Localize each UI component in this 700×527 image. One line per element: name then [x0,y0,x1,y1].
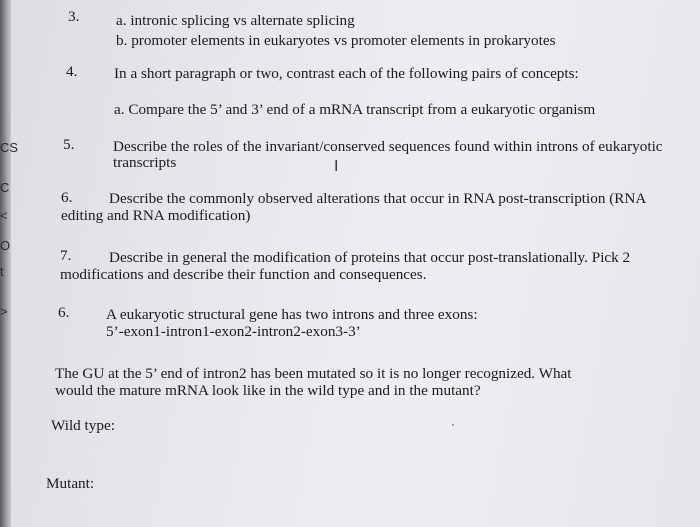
edge-fragment: > [0,304,8,319]
question-number: 5. [63,136,75,153]
edge-fragment: < [0,208,8,223]
question-subitem: a. intronic splicing vs alternate splicing [116,12,355,29]
question-number: 6. [58,304,70,321]
question-text: Describe in general the modification of proteins that occur post-translationally. Pick 2 [109,249,631,266]
speck [452,424,454,426]
question-subitem: a. Compare the 5’ and 3’ end of a mRNA transcript from a eukaryotic organism [114,101,596,118]
question-text: Describe the commonly observed alterations that occur in RNA post-transcription (RNA [109,190,647,207]
text-cursor-icon: I [334,157,339,175]
question-text: The GU at the 5’ end of intron2 has been mutated so it is no longer recognized. What [55,365,572,382]
question-number: 7. [60,247,72,264]
question-text: would the mature mRNA look like in the wild type and in the mutant? [55,382,481,399]
question-text: modifications and describe their function and consequences. [60,266,427,283]
question-text: transcripts [113,154,177,171]
question-number: 3. [68,8,80,25]
question-text: editing and RNA modification) [61,207,251,224]
wild-type-label: Wild type: [51,417,115,434]
gene-structure: 5’-exon1-intron1-exon2-intron2-exon3-3’ [106,323,361,340]
question-number: 6. [61,189,73,206]
edge-fragment: C [0,180,10,195]
question-subitem: b. promoter elements in eukaryotes vs promoter elements in prokaryotes [116,32,556,49]
mutant-label: Mutant: [46,475,95,492]
question-text: Describe the roles of the invariant/conserved sequences found within introns of eukaryotic [113,138,663,155]
question-text: In a short paragraph or two, contrast each of the following pairs of concepts: [114,65,579,82]
edge-fragment: O [0,238,11,253]
question-number: 4. [66,63,78,80]
edge-fragment: t [0,264,4,279]
edge-fragment: CS [0,140,19,155]
question-text: A eukaryotic structural gene has two introns and three exons: [106,306,478,323]
